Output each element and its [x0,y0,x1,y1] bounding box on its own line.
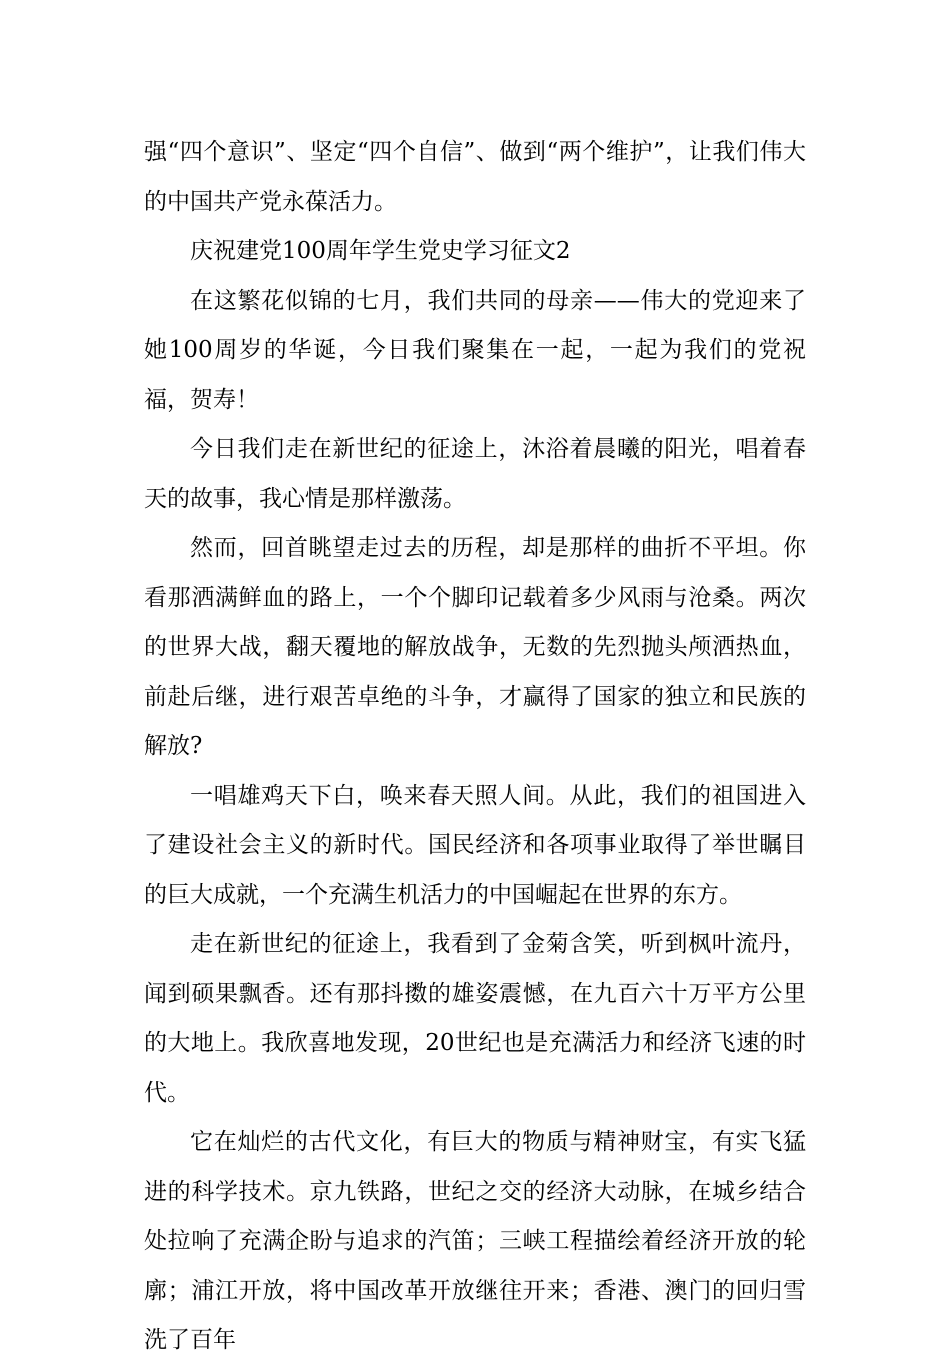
document-body [144,128,806,1366]
paragraph: 然而，回首眺望走过去的历程，却是那样的曲折不平坦。你看那洒满鲜血的路上，一个个脚印记载着多少风雨与沧桑。两次的世界大战，翻天覆地的解放战争，无数的先烈抛头颅洒热血，前赴后继，进行艰苦卓绝的斗争，才赢得了国家的独立和民族的解放? [144,535,806,759]
paragraph: 在这繁花似锦的七月，我们共同的母亲——伟大的党迎来了她100周岁的华诞，今日我们聚集在一起，一起为我们的党祝福，贺寿！ [144,287,806,413]
paragraph-continuation: 强“四个意识”、坚定“四个自信”、做到“两个维护”，让我们伟大的中国共产党永葆活力。 [144,139,806,215]
paragraph: 它在灿烂的古代文化，有巨大的物质与精神财宝，有实飞猛进的科学技术。京九铁路，世纪之交的经济大动脉，在城乡结合处拉响了充满企盼与追求的汽笛；三峡工程描绘着经济开放的轮廓；浦江开放，将中国改革开放继往开来；香港、澳门的回归雪洗了百年 [144,1129,806,1353]
paragraph: 一唱雄鸡天下白，唤来春天照人间。从此，我们的祖国进入了建设社会主义的新时代。国民经济和各项事业取得了举世瞩目的巨大成就，一个充满生机活力的中国崛起在世界的东方。 [144,782,806,908]
paragraph: 今日我们走在新世纪的征途上，沐浴着晨曦的阳光，唱着春天的故事，我心情是那样激荡。 [144,436,806,512]
essay-title: 庆祝建党100周年学生党史学习征文2 [190,238,571,264]
paragraph: 走在新世纪的征途上，我看到了金菊含笑，听到枫叶流丹，闻到硕果飘香。还有那抖擞的雄姿震憾，在九百六十万平方公里的大地上。我欣喜地发现，20世纪也是充满活力和经济飞速的时代。 [144,931,806,1106]
